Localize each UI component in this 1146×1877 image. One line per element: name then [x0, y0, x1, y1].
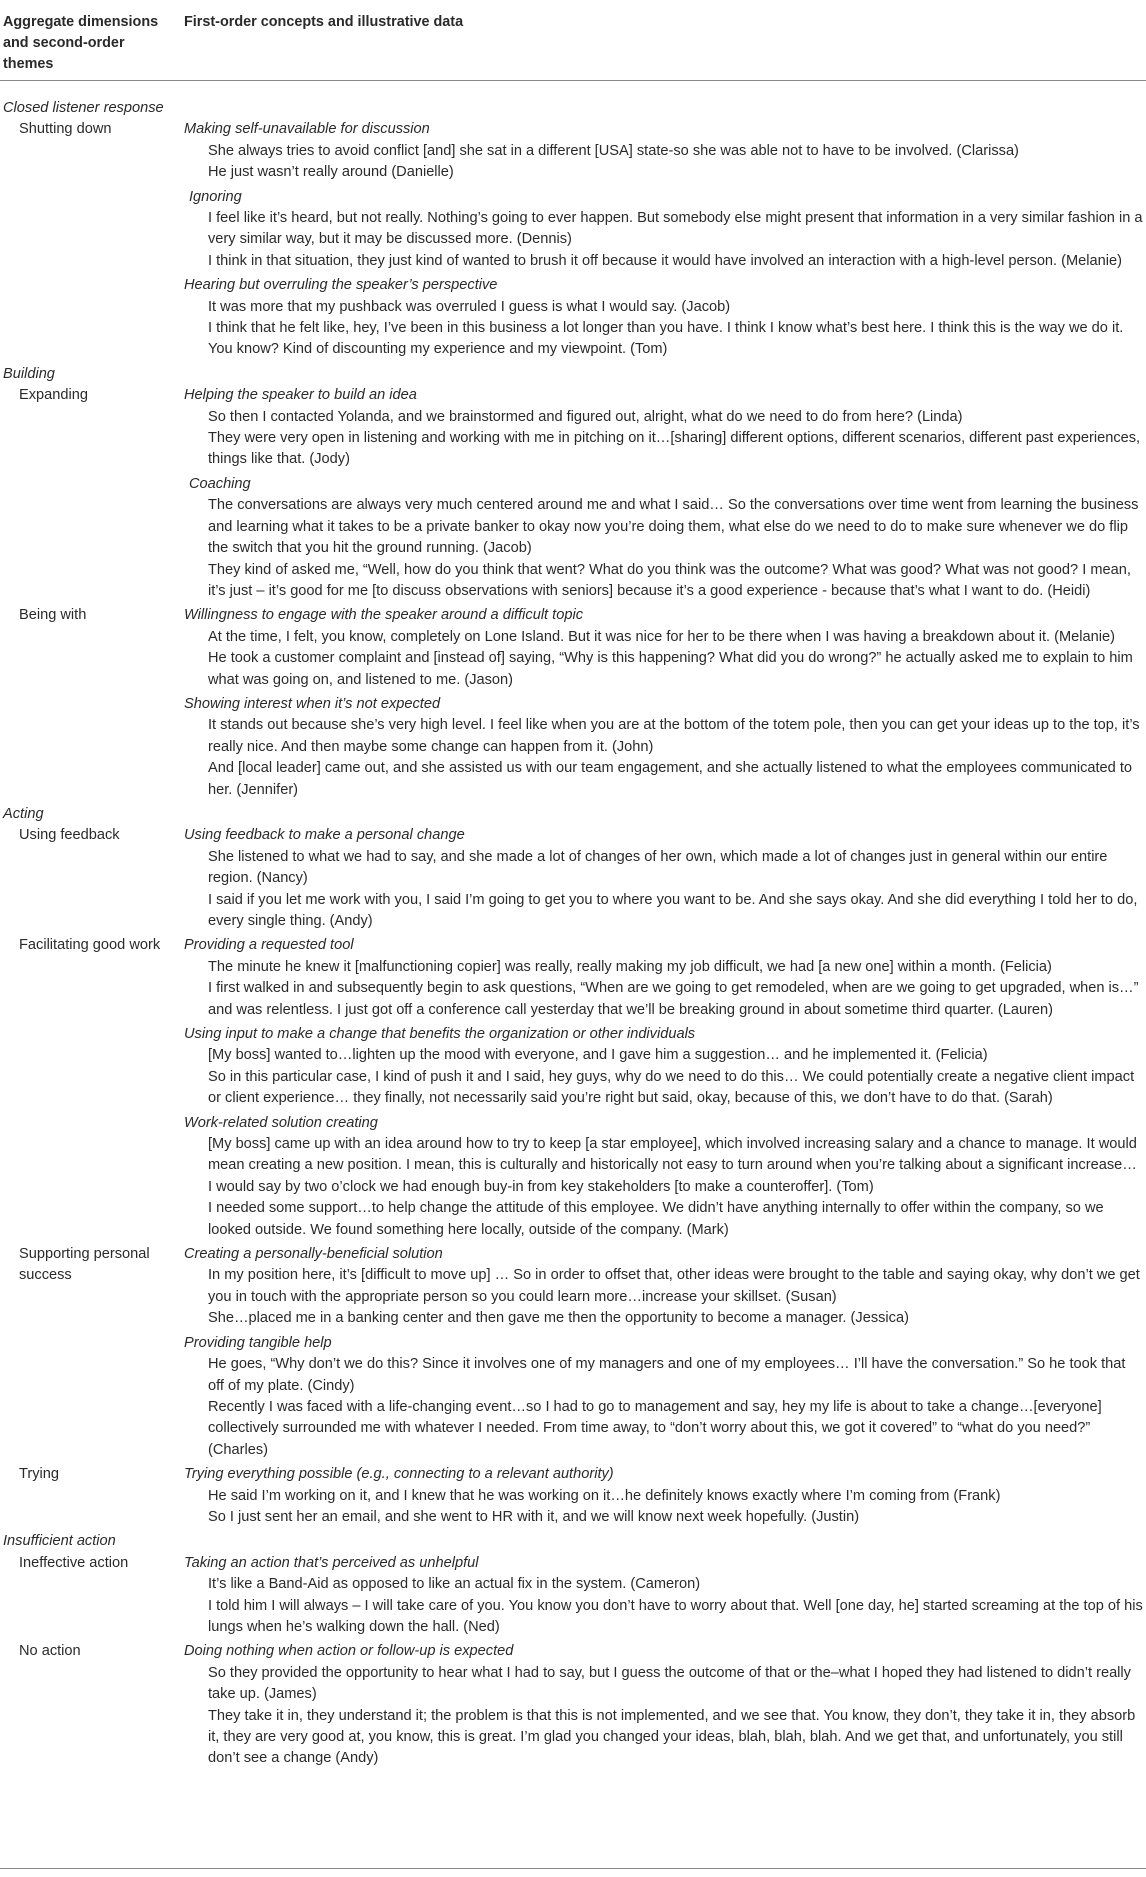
theme-concepts — [184, 935, 1146, 1244]
concept-block — [184, 694, 1144, 801]
concept-title: Showing interest when it’s not expected — [184, 695, 441, 712]
theme-row — [0, 935, 1146, 1244]
dimension-heading: Acting — [3, 805, 44, 822]
theme-concepts — [184, 1464, 1146, 1531]
header-col-dimensions: Aggregate dimensions and second-order themes — [3, 14, 159, 72]
theme-row — [0, 1464, 1146, 1531]
illustrative-quote: She…placed me in a banking center and then gave me then the opportunity to become a manager. (Jessica) — [208, 1310, 909, 1327]
illustrative-quote: In my position here, it’s [difficult to move up] … So in order to offset that, other ideas were brought to the table and saying okay, why don’t we get you in touch with the appropriate person so you could learn more…increase your skillset. (Susan) — [208, 1267, 1140, 1305]
concept-block — [184, 1333, 1144, 1461]
concept-block — [184, 1024, 1144, 1110]
dimension-heading: Closed listener response — [3, 100, 164, 116]
theme-label: Being with — [19, 607, 87, 624]
theme-label: Shutting down — [19, 121, 112, 138]
illustrative-quote: It stands out because she’s very high level. I feel like when you are at the bottom of the totem pole, then you can get your ideas up to the top, it’s really nice. And then maybe some change can happen from it. (John) — [208, 717, 1140, 755]
illustrative-quote: I think that he felt like, hey, I’ve been in this business a lot longer than you have. I think I know what’s best here. I think this is the way we do it. You know? Kind of discounting my experience and my viewpoint. (Tom) — [208, 320, 1124, 358]
illustrative-quote: She always tries to avoid conflict [and] she sat in a different [USA] state-so she was able not to have to be involved. (Clarissa) — [208, 142, 1019, 159]
concept-title: Willingness to engage with the speaker around a difficult topic — [184, 607, 583, 624]
illustrative-quote: They were very open in listening and working with me in pitching on it…[sharing] different options, different scenarios, different past experiences, things like that. (Jody) — [208, 430, 1141, 468]
illustrative-quote: He said I’m working on it, and I knew that he was working on it…he definitely knows exactly where I’m coming from (Frank) — [208, 1487, 1001, 1504]
illustrative-quote: It was more that my pushback was overruled I guess is what I would say. (Jacob) — [208, 298, 731, 315]
concept-title: Hearing but overruling the speaker’s perspective — [184, 277, 498, 294]
illustrative-quote: I first walked in and subsequently begin to ask questions, “When are we going to get remodeled, when are we going to get upgraded, when is…” and was relentless. I just got off a conference call yesterday that we’ll be breaking ground in about sometime third quarter. (Lauren) — [208, 980, 1139, 1018]
illustrative-quote: So they provided the opportunity to hear what I had to say, but I guess the outcome of that or the–what I hoped they had listened to didn’t really take up. (James) — [208, 1664, 1131, 1703]
concept-title: Creating a personally-beneficial solution — [184, 1246, 443, 1263]
theme-label: Ineffective action — [19, 1554, 129, 1571]
theme-label: Using feedback — [19, 827, 120, 844]
bottom-rule — [0, 1868, 1146, 1869]
theme-label: No action — [19, 1643, 81, 1660]
header-col-concepts: First-order concepts and illustrative data — [184, 14, 464, 30]
concept-block — [184, 1244, 1144, 1330]
theme-concepts — [184, 119, 1146, 363]
theme-row — [0, 825, 1146, 935]
concept-title: Doing nothing when action or follow-up is expected — [184, 1643, 514, 1660]
theme-row — [0, 1244, 1146, 1464]
theme-label: Supporting personal success — [19, 1246, 150, 1284]
theme-row — [0, 1641, 1146, 1772]
concept-block — [184, 187, 1144, 273]
illustrative-quote: Recently I was faced with a life-changing event…so I had to go to management and say, hey my life is about to take a change…[everyone] collectively surrounded me with whatever I needed. From time away, to “don’t worry about this, we got it covered” to “what do you need?” (Charles) — [208, 1398, 1102, 1458]
dimension-heading: Building — [3, 365, 55, 382]
header-rule — [0, 80, 1146, 81]
theme-label: Facilitating good work — [19, 937, 161, 954]
concept-block — [184, 1553, 1144, 1639]
concept-title: Coaching — [189, 475, 251, 492]
illustrative-quote: I needed some support…to help change the attitude of this employee. We didn’t have anything internally to offer within the company, so we looked outside. We found something here locally, outside of the company. (Mark) — [208, 1200, 1104, 1238]
theme-concepts — [184, 385, 1146, 605]
illustrative-quote: And [local leader] came out, and she assisted us with our team engagement, and she actually listened to what the employees communicated to her. (Jennifer) — [208, 760, 1132, 798]
illustrative-quote: He goes, “Why don’t we do this? Since it involves one of my managers and one of my employees… I’ll have the conversation.” So he took that off of my plate. (Cindy) — [208, 1356, 1126, 1394]
concept-title: Work-related solution creating — [184, 1114, 378, 1131]
theme-label: Trying — [19, 1466, 60, 1483]
theme-concepts — [184, 605, 1146, 804]
concept-title: Providing tangible help — [184, 1334, 332, 1351]
concept-title: Using input to make a change that benefits the organization or other individuals — [184, 1026, 696, 1043]
concept-title: Providing a requested tool — [184, 937, 354, 954]
concept-block — [184, 275, 1144, 361]
illustrative-quote: He took a customer complaint and [instead of] saying, “Why is this happening? What did you do wrong?” he actually asked me to explain to him what was going on, and listened to me. (Jason) — [208, 650, 1133, 688]
concept-title: Helping the speaker to build an idea — [184, 387, 417, 404]
concept-title: Making self-unavailable for discussion — [184, 121, 430, 138]
illustrative-quote: So then I contacted Yolanda, and we brainstormed and figured out, alright, what do we need to do from here? (Linda) — [208, 408, 963, 425]
illustrative-quote: They take it in, they understand it; the problem is that this is not implemented, and we see that. You know, they don’t, they take it in, they absorb it, they are very good at, you know, this is great. I’m glad you changed your ideas, blah, blah, blah. And we get that, and unfortunately, you still don’t see a change (Andy) — [208, 1707, 1136, 1767]
illustrative-quote: [My boss] came up with an idea around how to try to keep [a star employee], which involved increasing salary and a chance to manage. It would mean creating a new position. I mean, this is culturally and historically not easy to turn around when you’re talking about a significant increase… I would say by two o’clock we had enough buy-in from key stakeholders [to make a counteroffer]. (Tom) — [208, 1136, 1137, 1195]
concept-block — [184, 474, 1144, 602]
theme-concepts — [184, 1641, 1146, 1772]
illustrative-quote: She listened to what we had to say, and she made a lot of changes of her own, which made a lot of changes just in general within our entire region. (Nancy) — [208, 848, 1108, 887]
table-body — [0, 98, 1146, 1773]
dimension-heading: Insufficient action — [3, 1533, 116, 1550]
concept-block — [184, 935, 1144, 1021]
theme-concepts — [184, 1553, 1146, 1642]
illustrative-quote: I think in that situation, they just kind of wanted to brush it off because it would have involved an interaction with a high-level person. (Melanie) — [208, 252, 1122, 269]
concept-title: Ignoring — [189, 188, 242, 205]
illustrative-quote: So I just sent her an email, and she went to HR with it, and we will know next week hopefully. (Justin) — [208, 1508, 860, 1525]
theme-concepts — [184, 825, 1146, 935]
theme-concepts — [184, 1244, 1146, 1464]
illustrative-quote: At the time, I felt, you know, completely on Lone Island. But it was nice for her to be there when I was having a breakdown about it. (Melanie) — [208, 628, 1115, 645]
illustrative-quote: So in this particular case, I kind of push it and I said, hey guys, why do we need to do this… We could potentially create a negative client impact or client experience… they finally, not necessarily said you’re right but said, okay, because of this, we don’t have to do that. (Sarah) — [208, 1068, 1135, 1107]
theme-row — [0, 605, 1146, 804]
theme-row — [0, 119, 1146, 363]
theme-label: Expanding — [19, 387, 88, 404]
illustrative-quote: He just wasn’t really around (Danielle) — [208, 164, 454, 181]
illustrative-quote: [My boss] wanted to…lighten up the mood with everyone, and I gave him a suggestion… and he implemented it. (Felicia) — [208, 1047, 988, 1064]
illustrative-quote: I said if you let me work with you, I said I’m going to get you to where you want to be. And she says okay. And she did everything I told her to do, every single thing. (Andy) — [208, 891, 1138, 929]
concept-block — [184, 1641, 1144, 1769]
theme-row — [0, 385, 1146, 605]
illustrative-quote: It’s like a Band-Aid as opposed to like an actual fix in the system. (Cameron) — [208, 1576, 701, 1593]
illustrative-quote: I told him I will always – I will take care of you. You know you don’t have to worry about that. Well [one day, he] started screaming at the top of his lungs when he’s walking down the hall. (Ned) — [208, 1597, 1143, 1635]
concept-title: Using feedback to make a personal change — [184, 827, 465, 844]
concept-block — [184, 119, 1144, 183]
concept-block — [184, 605, 1144, 691]
theme-row — [0, 1553, 1146, 1642]
illustrative-quote: The conversations are always very much centered around me and what I said… So the conversations over time went from learning the business and learning what it takes to be a private banker to okay now you’re doing them, what else do we need to do to make sure whenever we do flip the switch that you hit the ground running. (Jacob) — [208, 497, 1139, 557]
concept-block — [184, 385, 1144, 471]
concept-block — [184, 1113, 1144, 1241]
concept-block — [184, 825, 1144, 932]
concept-title: Taking an action that’s perceived as unhelpful — [184, 1554, 479, 1571]
illustrative-quote: The minute he knew it [malfunctioning copier] was really, really making my job difficult, we had [a new one] within a month. (Felicia) — [208, 958, 1052, 975]
concept-block — [184, 1464, 1144, 1528]
illustrative-quote: They kind of asked me, “Well, how do you think that went? What do you think was the outcome? What was good? What was not good? I mean, it’s just – it’s good for me [to discuss observations with seniors] because it’s a good experience - because that’s what I want to do. (Heidi) — [208, 561, 1131, 599]
concept-title: Trying everything possible (e.g., connecting to a relevant authority) — [184, 1466, 614, 1483]
illustrative-quote: I feel like it’s heard, but not really. Nothing’s going to ever happen. But somebody else might present that information in a very similar fashion in a very similar way, but it may be discussed more. (Dennis) — [208, 210, 1143, 248]
